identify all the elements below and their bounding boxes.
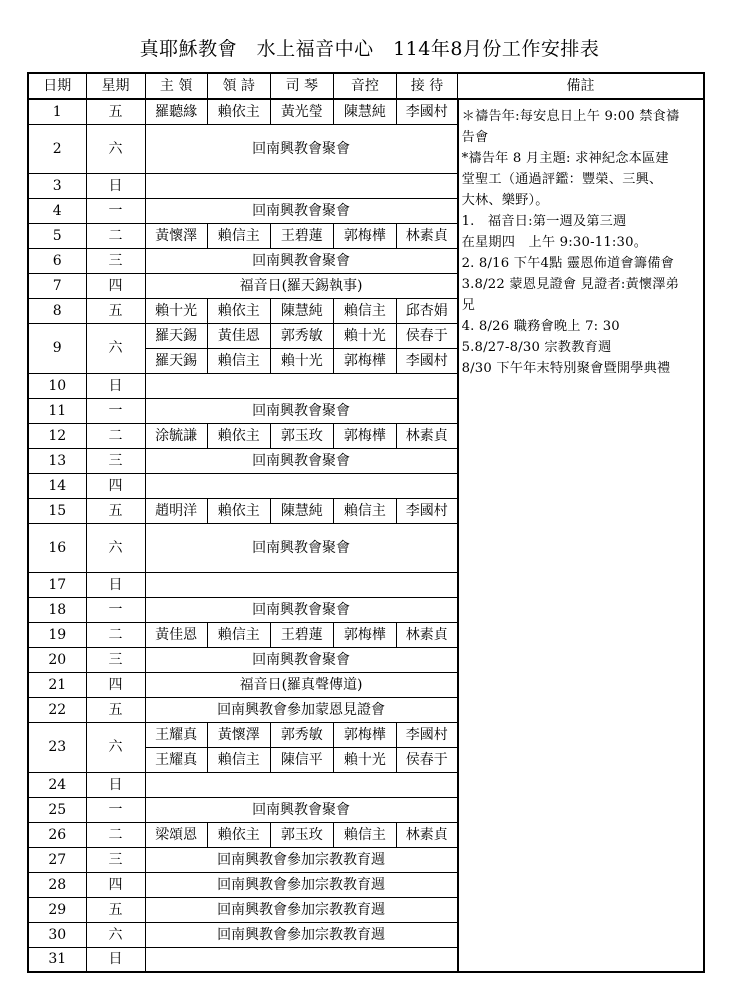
merged-activity-cell: 福音日(羅真聲傳道)	[145, 672, 458, 697]
merged-activity-cell: 回南興教會參加蒙恩見證會	[145, 697, 458, 722]
header-hymn-leader: 領 詩	[207, 73, 270, 99]
note-line: 在星期四 上午 9:30-11:30。	[461, 235, 648, 250]
pianist-cell: 黃光瑩	[270, 99, 333, 124]
sound-control-cell: 賴信主	[333, 298, 396, 323]
pianist-cell: 陳慧純	[270, 298, 333, 323]
merged-activity-cell	[145, 572, 458, 597]
usher-cell: 侯春于	[396, 747, 457, 772]
note-line: 4. 8/26 職務會晚上 7: 30	[461, 319, 620, 334]
date-cell: 4	[28, 198, 86, 223]
pianist-cell: 郭秀敏	[270, 722, 333, 747]
date-cell: 1	[28, 99, 86, 124]
pianist-cell: 賴十光	[270, 348, 333, 373]
pianist-cell: 王碧蓮	[270, 223, 333, 248]
date-cell: 15	[28, 498, 86, 523]
weekday-cell: 日	[86, 947, 145, 972]
sound-control-cell: 郭梅樺	[333, 423, 396, 448]
merged-activity-cell	[145, 947, 458, 972]
weekday-cell: 六	[86, 323, 145, 373]
date-cell: 13	[28, 448, 86, 473]
usher-cell: 林素貞	[396, 423, 457, 448]
hymn-leader-cell: 賴依主	[207, 498, 270, 523]
note-line: 堂聖工（通過評鑑：豐榮、三興、	[461, 172, 663, 187]
sound-control-cell: 賴信主	[333, 822, 396, 847]
note-line: 8/30 下午年末特別聚會暨開學典禮	[461, 361, 671, 376]
usher-cell: 李國村	[396, 99, 457, 124]
sound-control-cell: 郭梅樺	[333, 223, 396, 248]
usher-cell: 林素貞	[396, 223, 457, 248]
date-cell: 9	[28, 323, 86, 373]
hymn-leader-cell: 賴信主	[207, 622, 270, 647]
date-cell: 29	[28, 897, 86, 922]
weekday-cell: 三	[86, 248, 145, 273]
merged-activity-cell: 回南興教會參加宗教教育週	[145, 872, 458, 897]
note-line: 5.8/27-8/30 宗教教育週	[461, 340, 612, 355]
merged-activity-cell: 回南興教會聚會	[145, 448, 458, 473]
weekday-cell: 二	[86, 223, 145, 248]
date-cell: 28	[28, 872, 86, 897]
weekday-cell: 三	[86, 448, 145, 473]
leader-cell: 王耀真	[145, 722, 207, 747]
pianist-cell: 郭玉玫	[270, 423, 333, 448]
leader-cell: 趙明洋	[145, 498, 207, 523]
weekday-cell: 四	[86, 672, 145, 697]
weekday-cell: 二	[86, 822, 145, 847]
page-title: 真耶穌教會 水上福音中心 114年8月份工作安排表	[139, 38, 600, 60]
table-row	[28, 99, 704, 124]
sound-control-cell: 郭梅樺	[333, 722, 396, 747]
merged-activity-cell: 回南興教會聚會	[145, 797, 458, 822]
weekday-cell: 日	[86, 373, 145, 398]
date-cell: 24	[28, 772, 86, 797]
merged-activity-cell: 回南興教會聚會	[145, 248, 458, 273]
header-sound-control: 音控	[333, 73, 396, 99]
leader-cell: 涂毓謙	[145, 423, 207, 448]
header-pianist: 司 琴	[270, 73, 333, 99]
hymn-leader-cell: 賴信主	[207, 223, 270, 248]
merged-activity-cell: 回南興教會聚會	[145, 198, 458, 223]
note-line: 大林、樂野）。	[461, 193, 549, 208]
weekday-cell: 二	[86, 423, 145, 448]
date-cell: 10	[28, 373, 86, 398]
leader-cell: 梁頌恩	[145, 822, 207, 847]
usher-cell: 侯春于	[396, 323, 457, 348]
usher-cell: 李國村	[396, 348, 457, 373]
weekday-cell: 六	[86, 722, 145, 772]
date-cell: 18	[28, 597, 86, 622]
usher-cell: 林素貞	[396, 822, 457, 847]
merged-activity-cell: 回南興教會參加宗教教育週	[145, 922, 458, 947]
pianist-cell: 陳信平	[270, 747, 333, 772]
leader-cell: 羅天錫	[145, 323, 207, 348]
leader-cell: 賴十光	[145, 298, 207, 323]
hymn-leader-cell: 賴依主	[207, 99, 270, 124]
weekday-cell: 三	[86, 847, 145, 872]
date-cell: 16	[28, 523, 86, 572]
sound-control-cell: 賴十光	[333, 323, 396, 348]
leader-cell: 羅天錫	[145, 348, 207, 373]
leader-cell: 羅聽緣	[145, 99, 207, 124]
date-cell: 6	[28, 248, 86, 273]
header-weekday: 星期	[86, 73, 145, 99]
merged-activity-cell	[145, 473, 458, 498]
pianist-cell: 郭玉玫	[270, 822, 333, 847]
header-date: 日期	[28, 73, 86, 99]
hymn-leader-cell: 黃懷澤	[207, 722, 270, 747]
weekday-cell: 五	[86, 298, 145, 323]
sound-control-cell: 郭梅樺	[333, 348, 396, 373]
weekday-cell: 五	[86, 697, 145, 722]
date-cell: 19	[28, 622, 86, 647]
leader-cell: 黃佳恩	[145, 622, 207, 647]
weekday-cell: 日	[86, 572, 145, 597]
weekday-cell: 四	[86, 473, 145, 498]
header-row	[28, 73, 704, 99]
weekday-cell: 一	[86, 797, 145, 822]
note-line: 兄	[461, 298, 475, 313]
schedule-table	[27, 72, 705, 973]
hymn-leader-cell: 賴依主	[207, 298, 270, 323]
header-leader: 主 領	[145, 73, 207, 99]
merged-activity-cell	[145, 173, 458, 198]
weekday-cell: 六	[86, 922, 145, 947]
date-cell: 11	[28, 398, 86, 423]
weekday-cell: 二	[86, 622, 145, 647]
merged-activity-cell: 回南興教會聚會	[145, 523, 458, 572]
hymn-leader-cell: 賴信主	[207, 348, 270, 373]
pianist-cell: 郭秀敏	[270, 323, 333, 348]
weekday-cell: 日	[86, 173, 145, 198]
sound-control-cell: 陳慧純	[333, 99, 396, 124]
date-cell: 23	[28, 722, 86, 772]
weekday-cell: 日	[86, 772, 145, 797]
leader-cell: 王耀真	[145, 747, 207, 772]
weekday-cell: 六	[86, 124, 145, 173]
weekday-cell: 五	[86, 99, 145, 124]
merged-activity-cell: 回南興教會聚會	[145, 647, 458, 672]
merged-activity-cell	[145, 373, 458, 398]
header-notes: 備註	[458, 73, 704, 99]
usher-cell: 邱杏娟	[396, 298, 457, 323]
date-cell: 7	[28, 273, 86, 298]
date-cell: 2	[28, 124, 86, 173]
date-cell: 21	[28, 672, 86, 697]
note-line: 1. 福音日:第一週及第三週	[461, 214, 627, 229]
merged-activity-cell: 回南興教會聚會	[145, 398, 458, 423]
weekday-cell: 三	[86, 647, 145, 672]
hymn-leader-cell: 賴信主	[207, 747, 270, 772]
schedule-body	[28, 99, 704, 972]
header-usher: 接 待	[396, 73, 457, 99]
usher-cell: 李國村	[396, 722, 457, 747]
note-line: 3.8/22 蒙恩見證會 見證者:黃懷澤弟	[461, 277, 680, 292]
hymn-leader-cell: 賴依主	[207, 423, 270, 448]
date-cell: 31	[28, 947, 86, 972]
merged-activity-cell: 回南興教會聚會	[145, 597, 458, 622]
weekday-cell: 一	[86, 597, 145, 622]
weekday-cell: 五	[86, 498, 145, 523]
date-cell: 20	[28, 647, 86, 672]
note-line: 告會	[461, 130, 489, 145]
hymn-leader-cell: 黃佳恩	[207, 323, 270, 348]
sound-control-cell: 賴信主	[333, 498, 396, 523]
weekday-cell: 一	[86, 198, 145, 223]
date-cell: 26	[28, 822, 86, 847]
leader-cell: 黃懷澤	[145, 223, 207, 248]
merged-activity-cell: 回南興教會聚會	[145, 124, 458, 173]
merged-activity-cell: 回南興教會參加宗教教育週	[145, 847, 458, 872]
weekday-cell: 五	[86, 897, 145, 922]
date-cell: 3	[28, 173, 86, 198]
date-cell: 27	[28, 847, 86, 872]
note-line: 2. 8/16 下午4點 靈恩佈道會籌備會	[461, 256, 674, 271]
note-line: ＊禱告年:每安息日上午 9:00 禁食禱	[461, 109, 680, 124]
note-line: *禱告年 8 月主題: 求神紀念本區建	[461, 151, 669, 166]
usher-cell: 李國村	[396, 498, 457, 523]
date-cell: 22	[28, 697, 86, 722]
pianist-cell: 王碧蓮	[270, 622, 333, 647]
sound-control-cell: 賴十光	[333, 747, 396, 772]
date-cell: 8	[28, 298, 86, 323]
date-cell: 25	[28, 797, 86, 822]
merged-activity-cell	[145, 772, 458, 797]
usher-cell: 林素貞	[396, 622, 457, 647]
weekday-cell: 四	[86, 273, 145, 298]
date-cell: 30	[28, 922, 86, 947]
pianist-cell: 陳慧純	[270, 498, 333, 523]
date-cell: 12	[28, 423, 86, 448]
hymn-leader-cell: 賴依主	[207, 822, 270, 847]
merged-activity-cell: 福音日(羅天錫執事)	[145, 273, 458, 298]
weekday-cell: 一	[86, 398, 145, 423]
weekday-cell: 四	[86, 872, 145, 897]
schedule-table-wrapper	[27, 72, 705, 973]
date-cell: 17	[28, 572, 86, 597]
date-cell: 14	[28, 473, 86, 498]
weekday-cell: 六	[86, 523, 145, 572]
date-cell: 5	[28, 223, 86, 248]
merged-activity-cell: 回南興教會參加宗教教育週	[145, 897, 458, 922]
notes-cell	[458, 99, 704, 972]
sound-control-cell: 郭梅樺	[333, 622, 396, 647]
